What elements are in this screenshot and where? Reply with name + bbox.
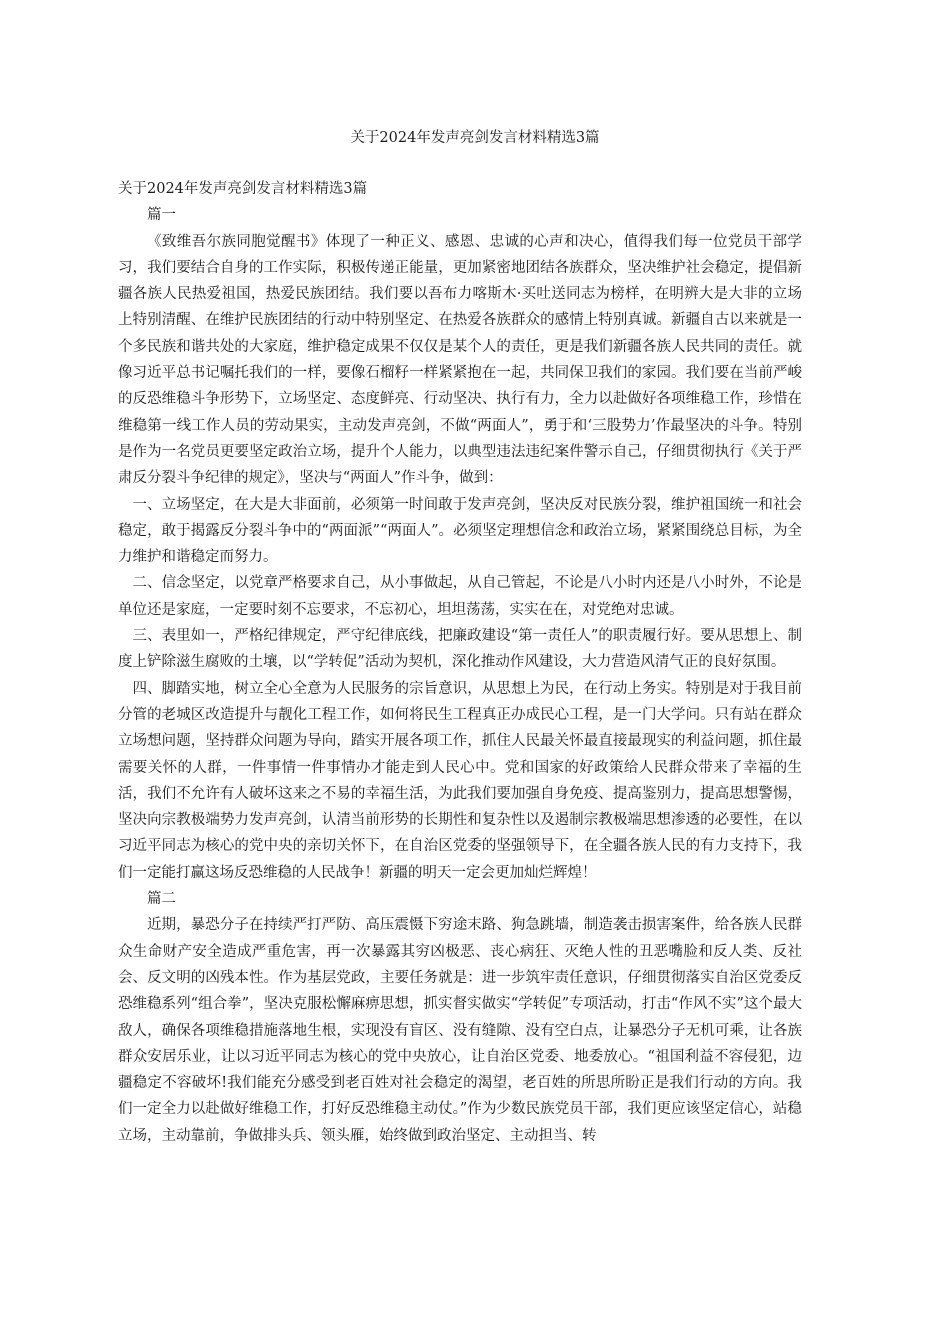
- document-title: 关于2024年发声亮剑发言材料精选3篇: [350, 130, 600, 146]
- section-1-label: 篇一: [147, 207, 176, 224]
- section-1-item-4: 四、脚踏实地，树立全心全意为人民服务的宗旨意识，从思想上为民，在行动上务实。特别是对于我目前分管的老城区改造提升与靓化工程工作，如何将民生工程真正办成民心工程，是一门大学问。只有站在群众立场想问题，坚持群众问题为导向，踏实开展各项工作，抓住人民最关怀最直接最现实的利益问题，抓住最需要关怀的人群，一件事情一件事情办才能走到人民心中。党和国家的好政策给人民群众带来了幸福的生活，我们不允许有人破坏这来之不易的幸福生活，为此我们要加强自身免疫、提高鉴别力，提高思想警惕，坚决向宗教极端势力发声亮剑，认清当前形势的长期性和复杂性以及遏制宗教极端思想渗透的必要性，在以习近平同志为核心的党中央的亲切关怀下，在自治区党委的坚强领导下，在全疆各族人民的有力支持下，我们一定能打赢这场反恐维稳的人民战争！新疆的明天一定会更加灿烂辉煌！: [118, 680, 802, 881]
- document-body: [118, 176, 802, 1149]
- section-1-item-3: 三、表里如一，严格纪律规定，严守纪律底线，把廉政建设“第一责任人”的职责履行好。要从思想上、制度上铲除滋生腐败的土壤，以“学转促”活动为契机，深化推动作风建设，大力营造风清气正的良好氛围。: [118, 628, 802, 671]
- section-2-intro-paragraph: 近期，暴恐分子在持续严打严防、高压震慑下穷途末路、狗急跳墙，制造袭击损害案件，给各族人民群众生命财产安全造成严重危害，再一次暴露其穷凶极恶、丧心病狂、灭绝人性的丑恶嘴脸和反人类、反社会、反文明的凶残本性。作为基层党政，主要任务就是：进一步筑牢责任意识，仔细贯彻落实自治区党委反恐维稳系列“组合拳”，坚决克服松懈麻痹思想，抓实督实做实“学转促”专项活动，打击“作风不实”这个最大敌人，确保各项维稳措施落地生根，实现没有盲区、没有缝隙、没有空白点，让暴恐分子无机可乘，让各族群众安居乐业，让以习近平同志为核心的党中央放心，让自治区党委、地委放心。“祖国利益不容侵犯，边疆稳定不容破坏!我们能充分感受到老百姓对社会稳定的渴望，老百姓的所思所盼正是我们行动的方向。我们一定全力以赴做好维稳工作，打好反恐维稳主动仗。”作为少数民族党员干部，我们更应该坚定信心，站稳立场，主动靠前，争做排头兵、领头雁，始终做到政治坚定、主动担当、转: [118, 917, 802, 1144]
- document-heading: 关于2024年发声亮剑发言材料精选3篇: [118, 181, 368, 197]
- section-2-label: 篇二: [147, 891, 176, 908]
- section-1-intro-paragraph: 《致维吾尔族同胞觉醒书》体现了一种正义、感恩、忠诚的心声和决心，值得我们每一位党员干部学习，我们要结合自身的工作实际，积极传递正能量，更加紧密地团结各族群众，坚决维护社会稳定，提倡新疆各族人民热爱祖国，热爱民族团结。我们要以吾布力喀斯木·买吐送同志为榜样，在明辨大是大非的立场上特别清醒、在维护民族团结的行动中特别坚定、在热爱各族群众的感情上特别真诚。新疆自古以来就是一个多民族和谐共处的大家庭，维护稳定成果不仅仅是某个人的责任，更是我们新疆各族人民共同的责任。就像习近平总书记嘱托我们的一样，要像石榴籽一样紧紧抱在一起，共同保卫我们的家园。我们要在当前严峻的反恐维稳斗争形势下，立场坚定、态度鲜亮、行动坚决、执行有力，全力以赴做好各项维稳工作，珍惜在维稳第一线工作人员的劳动果实，主动发声亮剑，不做“两面人”，勇于和‘三股势力’作最坚决的斗争。特别是作为一名党员更要坚定政治立场，提升个人能力，以典型违法违纪案件警示自己，仔细贯彻执行《关于严肃反分裂斗争纪律的规定》，坚决与“两面人”作斗争，做到：: [118, 233, 802, 487]
- section-1-item-1: 一、立场坚定，在大是大非面前，必须第一时间敢于发声亮剑，坚决反对民族分裂，维护祖国统一和社会稳定，敢于揭露反分裂斗争中的“两面派”“两面人”。必须坚定理想信念和政治立场，紧紧围绕总目标，为全力维护和谐稳定而努力。: [118, 496, 802, 566]
- section-1-item-2: 二、信念坚定，以党章严格要求自己，从小事做起，从自己管起，不论是八小时内还是八小时外，不论是单位还是家庭，一定要时刻不忘要求，不忘初心，坦坦荡荡，实实在在，对党绝对忠诚。: [118, 575, 802, 618]
